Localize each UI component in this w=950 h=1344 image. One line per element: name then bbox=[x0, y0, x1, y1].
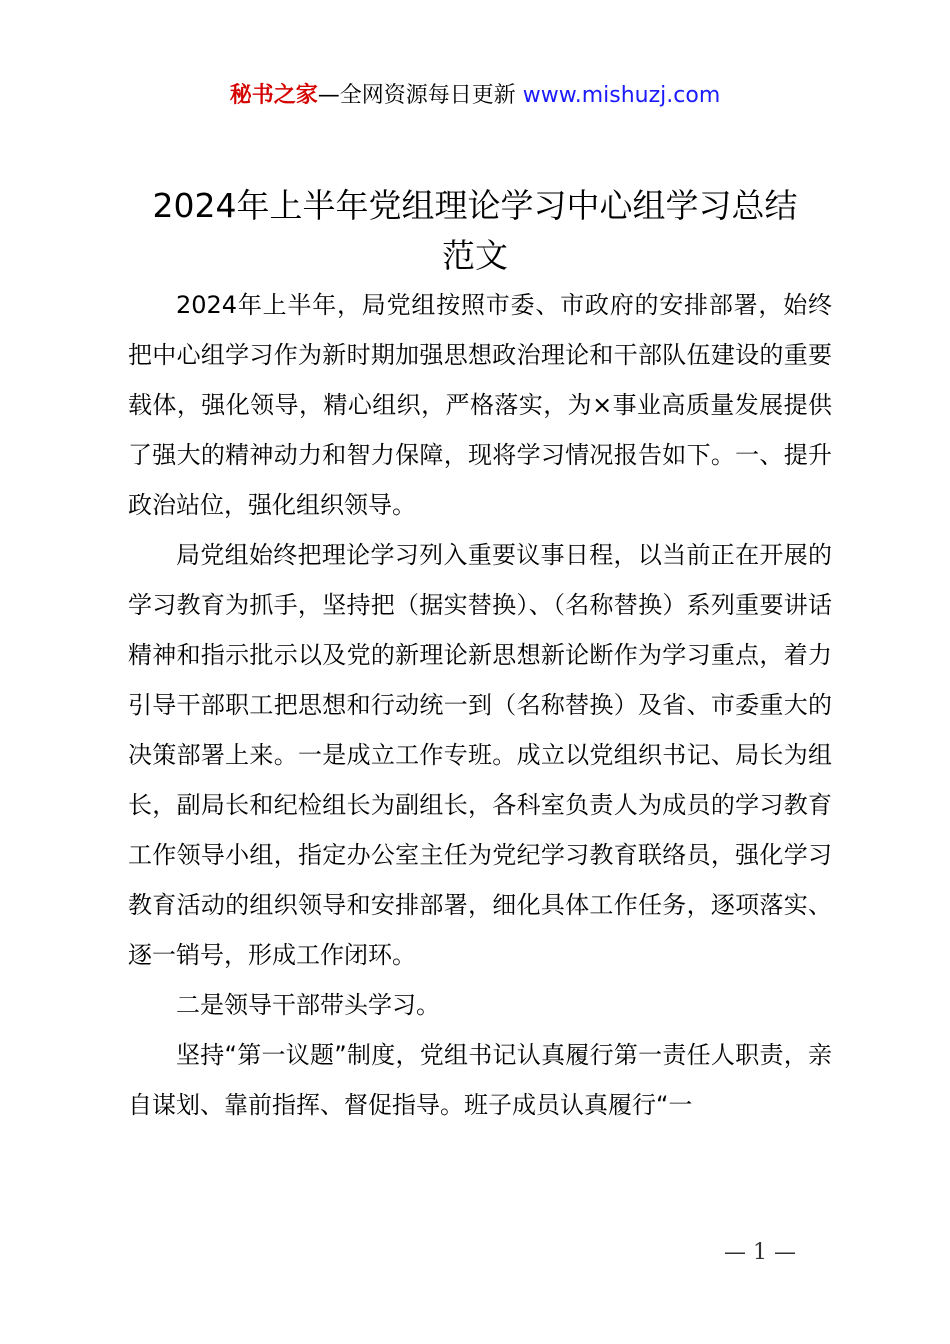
document-title-line-2: 范文 bbox=[442, 236, 508, 275]
paragraph: 局党组始终把理论学习列入重要议事日程，以当前正在开展的学习教育为抓手，坚持把（据实替换）、（名称替换）系列重要讲话精神和指示批示以及党的新理论新思想新论断作为学习重点，着力引导干部职工把思想和行动统一到（名称替换）及省、市委重大的决策部署上来。一是成立工作专班。成立以党组织书记、局长为组长，副局长和纪检组长为副组长，各科室负责人为成员的学习教育工作领导小组，指定办公室主任为党纪学习教育联络员，强化学习教育活动的组织领导和安排部署，细化具体工作任务，逐项落实、逐一销号，形成工作闭环。 bbox=[128, 541, 832, 969]
document-title bbox=[100, 181, 850, 281]
document-title-line-1: 2024年上半年党组理论学习中心组学习总结 bbox=[152, 186, 798, 225]
banner-slogan: —全网资源每日更新 bbox=[317, 83, 523, 108]
paragraph: 坚持“第一议题”制度，党组书记认真履行第一责任人职责，亲自谋划、靠前指挥、督促指导。班子成员认真履行“一 bbox=[128, 1041, 832, 1119]
paragraph: 二是领导干部带头学习。 bbox=[176, 991, 440, 1019]
paragraph: 2024年上半年，局党组按照市委、市政府的安排部署，始终把中心组学习作为新时期加强思想政治理论和干部队伍建设的重要载体，强化领导，精心组织，严格落实，为×事业高质量发展提供了强大的精神动力和智力保障，现将学习情况报告如下。一、提升政治站位，强化组织领导。 bbox=[128, 291, 832, 519]
banner-site-link[interactable]: www.mishuzj.com bbox=[522, 83, 721, 108]
site-banner bbox=[0, 80, 950, 112]
banner-brand: 秘书之家 bbox=[229, 83, 318, 108]
document-body bbox=[128, 280, 832, 1130]
page-number: — 1 — bbox=[724, 1240, 796, 1265]
